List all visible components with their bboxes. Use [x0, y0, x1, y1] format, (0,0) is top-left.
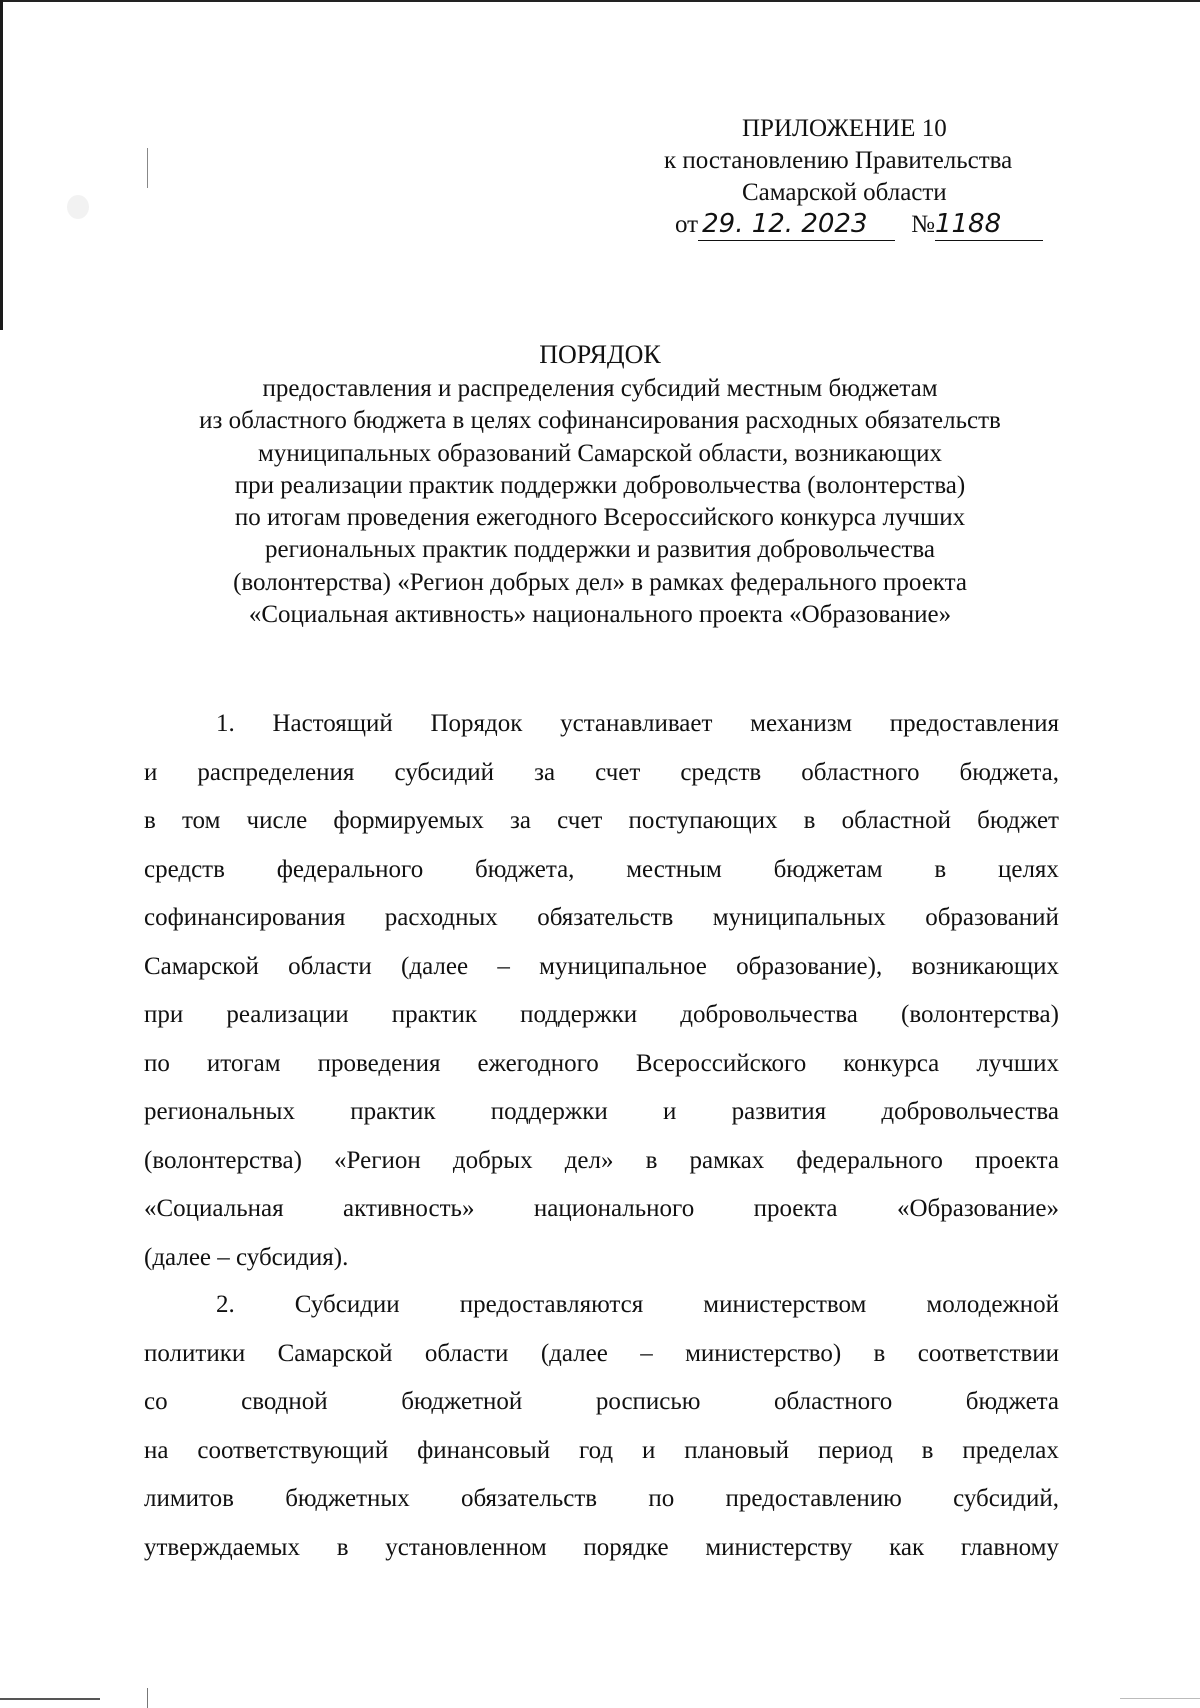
word: добровольчества — [680, 1001, 858, 1028]
scan-border-bottom-left — [0, 1698, 100, 1700]
word: порядке — [583, 1533, 669, 1561]
paragraph-1 — [144, 700, 1059, 1282]
word: обязательств — [460, 1485, 598, 1512]
word: Настоящий — [272, 710, 393, 737]
word: рамках — [689, 1146, 765, 1174]
number-handwritten: 1188 — [934, 209, 1002, 239]
word: главному — [960, 1533, 1059, 1561]
word: обязательств — [537, 904, 674, 931]
word: предоставляются — [459, 1291, 644, 1318]
word: (волонтерства) — [144, 1146, 302, 1174]
word: министерству — [705, 1533, 853, 1561]
word: финансовый — [417, 1436, 551, 1464]
word: «Образование» — [896, 1195, 1059, 1222]
word: Субсидии — [294, 1291, 400, 1318]
word: лимитов — [144, 1485, 234, 1512]
word: областного — [774, 1388, 893, 1415]
subtitle-line: региональных практик поддержки и развития добровольчества — [265, 536, 935, 564]
word: (далее – субсидия). — [144, 1243, 349, 1271]
text-line — [144, 991, 1059, 1040]
word: сводной — [241, 1388, 328, 1415]
appendix-date-number — [675, 209, 1043, 241]
word: проекта — [753, 1195, 838, 1222]
word: возникающих — [911, 952, 1059, 980]
word: муниципальных — [712, 904, 886, 931]
word: утверждаемых — [144, 1533, 300, 1561]
word: целях — [997, 855, 1059, 883]
word: плановый — [684, 1436, 790, 1464]
word: поддержки — [520, 1001, 638, 1028]
word: областной — [841, 807, 952, 834]
text-line — [144, 797, 1059, 846]
word: (далее — [540, 1339, 608, 1367]
word: поступающих — [628, 807, 778, 834]
paragraph-2 — [144, 1281, 1059, 1572]
word: бюджета, — [959, 758, 1059, 786]
word: федерального — [796, 1146, 943, 1174]
word: образование), — [736, 952, 883, 980]
text-line — [144, 1475, 1059, 1524]
word: субсидий — [394, 758, 495, 786]
word: области — [424, 1339, 509, 1367]
word: за — [510, 807, 532, 834]
word: за — [534, 758, 556, 786]
word: – — [497, 952, 510, 980]
appendix-resolution-ref: к постановлению Правительства — [664, 147, 1013, 174]
number-prefix: № — [911, 211, 935, 238]
word: Всероссийского — [635, 1049, 807, 1077]
word: предоставления — [889, 710, 1059, 737]
word: образований — [925, 904, 1059, 931]
word: итогам — [206, 1049, 281, 1077]
word: средств — [680, 758, 762, 786]
text-line — [144, 1234, 1059, 1283]
subtitle-line: (волонтерства) «Регион добрых дел» в рамках федерального проекта — [233, 568, 967, 596]
word: счет — [557, 807, 603, 834]
text-line — [144, 1281, 1059, 1330]
word: национального — [533, 1195, 695, 1222]
word: региональных — [144, 1098, 295, 1125]
word: по — [144, 1049, 170, 1077]
word: бюджета, — [474, 855, 575, 883]
text-line — [144, 1427, 1059, 1476]
word: лучших — [976, 1049, 1059, 1077]
word: активность» — [343, 1195, 475, 1222]
text-line — [144, 846, 1059, 895]
word: числе — [246, 807, 308, 834]
word: «Регион — [334, 1146, 421, 1174]
word: области — [288, 952, 372, 980]
text-line — [144, 1088, 1059, 1137]
subtitle-line: из областного бюджета в целях софинансирования расходных обязательств — [199, 407, 1001, 435]
word: росписью — [595, 1388, 701, 1415]
date-handwritten: 29. 12. 2023 — [702, 209, 868, 239]
word: бюджетам — [773, 855, 883, 883]
text-line — [144, 1524, 1059, 1573]
date-prefix: от — [675, 211, 699, 238]
word: устанавливает — [560, 710, 713, 737]
word: бюджетной — [401, 1388, 523, 1415]
word: (далее — [401, 952, 469, 980]
word: Самарской — [144, 952, 259, 980]
word: в — [803, 807, 816, 834]
scan-border-top — [0, 0, 1200, 2]
word: в — [921, 1436, 934, 1464]
word: 1. — [216, 710, 235, 737]
word: в — [873, 1339, 886, 1367]
text-line — [144, 1378, 1059, 1427]
word: том — [181, 807, 221, 834]
scan-border-bottom-right — [1120, 1698, 1200, 1699]
word: практик — [391, 1001, 477, 1028]
text-line — [144, 1330, 1059, 1379]
word: (волонтерства) — [901, 1001, 1059, 1028]
appendix-title: ПРИЛОЖЕНИЕ 10 — [742, 115, 947, 142]
subtitle-line: предоставления и распределения субсидий местным бюджетам — [262, 375, 938, 402]
word: бюджет — [977, 807, 1059, 834]
subtitle-line: «Социальная активность» национального проекта «Образование» — [248, 601, 952, 629]
text-line — [144, 700, 1059, 749]
document-subtitle — [0, 373, 1200, 631]
word: год — [578, 1436, 614, 1464]
word: соответствии — [917, 1339, 1059, 1367]
word: на — [144, 1436, 169, 1464]
word: добрых — [452, 1146, 533, 1174]
word: 2. — [216, 1291, 235, 1318]
word: софинансирования — [144, 904, 346, 931]
word: распределения — [197, 758, 355, 786]
word: – — [640, 1339, 653, 1367]
word: практик — [350, 1098, 436, 1125]
scan-smudge — [67, 195, 89, 219]
word: средств — [144, 855, 225, 883]
word: муниципальное — [539, 952, 707, 980]
word: министерством — [703, 1291, 867, 1318]
text-line — [144, 1040, 1059, 1089]
word: соответствующий — [197, 1436, 389, 1464]
word: в — [645, 1146, 658, 1174]
word: федерального — [276, 855, 424, 883]
word: период — [817, 1436, 893, 1464]
number-field — [935, 209, 1043, 241]
word: и — [144, 758, 158, 786]
word: счет — [595, 758, 641, 786]
word: местным — [626, 855, 722, 883]
subtitle-line: муниципальных образований Самарской области, возникающих — [258, 439, 942, 467]
word: как — [889, 1533, 925, 1561]
text-line — [144, 943, 1059, 992]
word: поддержки — [490, 1098, 608, 1125]
word: министерство) — [685, 1339, 842, 1367]
scan-mark-bottom — [147, 1688, 148, 1708]
word: расходных — [384, 904, 498, 931]
scan-border-left — [0, 0, 3, 330]
word: установленном — [385, 1533, 547, 1561]
word: субсидий, — [953, 1485, 1059, 1512]
word: конкурса — [843, 1049, 940, 1077]
word: Порядок — [430, 710, 523, 737]
word: «Социальная — [144, 1195, 284, 1222]
word: в — [336, 1533, 349, 1561]
date-field — [698, 209, 895, 241]
text-line — [144, 894, 1059, 943]
word: по — [648, 1485, 675, 1512]
subtitle-line: при реализации практик поддержки добровольчества (волонтерства) — [234, 471, 966, 499]
word: реализации — [226, 1001, 349, 1028]
subtitle-line: по итогам проведения ежегодного Всероссийского конкурса лучших — [234, 504, 966, 532]
text-line — [144, 1137, 1059, 1186]
word: дел» — [564, 1146, 614, 1174]
text-line — [144, 749, 1059, 798]
word: пределах — [962, 1436, 1059, 1464]
word: добровольчества — [881, 1098, 1059, 1125]
word: Самарской — [277, 1339, 393, 1367]
word: политики — [144, 1339, 246, 1367]
word: в — [144, 807, 156, 834]
word: механизм — [750, 710, 853, 737]
scan-mark — [147, 148, 148, 188]
appendix-region: Самарской области — [742, 179, 947, 206]
word: со — [144, 1388, 168, 1415]
word: бюджетных — [285, 1485, 410, 1512]
word: формируемых — [333, 807, 484, 834]
word: развития — [731, 1098, 827, 1125]
text-line — [144, 1185, 1059, 1234]
word: бюджета — [965, 1388, 1059, 1415]
word: и — [662, 1098, 677, 1125]
word: проекта — [975, 1146, 1059, 1174]
word: предоставлению — [725, 1485, 902, 1512]
word: в — [934, 855, 947, 883]
word: и — [641, 1436, 656, 1464]
word: проведения — [317, 1049, 441, 1077]
word: областного — [801, 758, 920, 786]
word: ежегодного — [477, 1049, 599, 1077]
document-title: ПОРЯДОК — [539, 340, 661, 369]
word: молодежной — [926, 1291, 1059, 1318]
word: при — [144, 1001, 184, 1028]
